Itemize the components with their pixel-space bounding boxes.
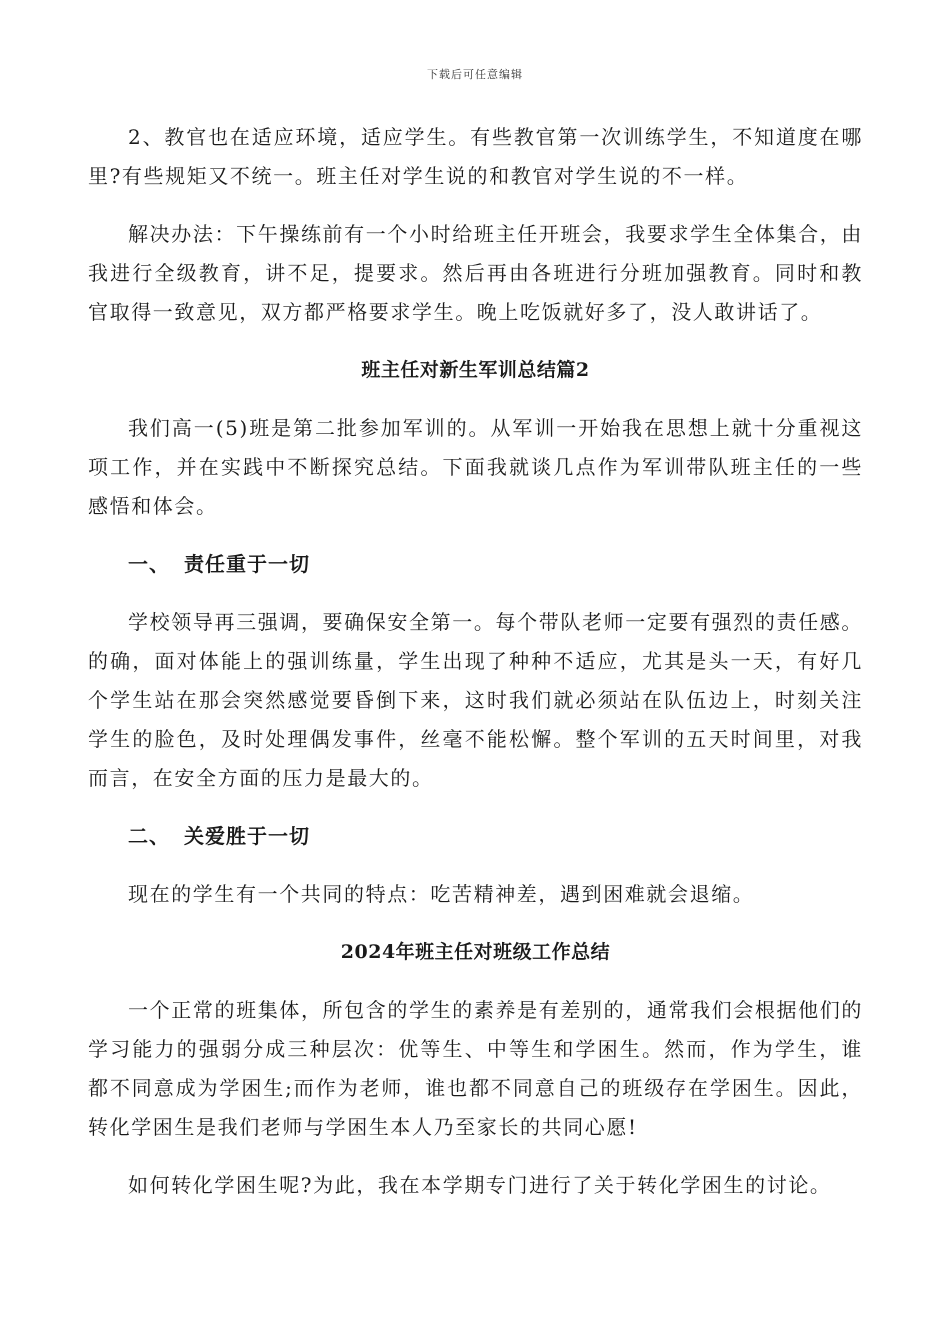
header-note: 下载后可任意编辑 — [427, 68, 523, 81]
section-title: 2024年班主任对班级工作总结 — [340, 941, 611, 963]
subsection-number: 一、 — [128, 552, 170, 576]
paragraph: 我们高一(5)班是第二批参加军训的。从军训一开始我在思想上就十分重视这项工作，并在实践中不断探究总结。下面我就谈几点作为军训带队班主任的一些感悟和体会。 — [88, 416, 863, 518]
paragraph: 一个正常的班集体，所包含的学生的素养是有差别的，通常我们会根据他们的学习能力的强弱分成三种层次：优等生、中等生和学困生。然而，作为学生，谁都不同意成为学困生;而作为老师，谁也都不同意自己的班级存在学困生。因此，转化学困生是我们老师与学困生本人乃至家长的共同心愿! — [88, 998, 863, 1139]
paragraph: 2、教官也在适应环境，适应学生。有些教官第一次训练学生，不知道度在哪里?有些规矩又不统一。班主任对学生说的和教官对学生说的不一样。 — [88, 125, 863, 188]
paragraph: 学校领导再三强调，要确保安全第一。每个带队老师一定要有强烈的责任感。的确，面对体能上的强训练量，学生出现了种种不适应，尤其是头一天，有好几个学生站在那会突然感觉要昏倒下来，这时我们就必须站在队伍边上，时刻关注学生的脸色，及时处理偶发事件，丝毫不能松懈。整个军训的五天时间里，对我而言，在安全方面的压力是最大的。 — [88, 610, 863, 790]
subsection-heading — [88, 817, 863, 856]
subsection-heading — [88, 545, 863, 584]
document-body — [88, 118, 863, 1224]
section-title: 班主任对新生军训总结篇2 — [361, 359, 590, 381]
subsection-title: 关爱胜于一切 — [184, 824, 310, 848]
subsection-title: 责任重于一切 — [184, 552, 310, 576]
subsection-number: 二、 — [128, 824, 170, 848]
paragraph: 如何转化学困生呢?为此，我在本学期专门进行了关于转化学困生的讨论。 — [128, 1173, 832, 1197]
paragraph: 现在的学生有一个共同的特点：吃苦精神差，遇到困难就会退缩。 — [128, 882, 755, 906]
paragraph: 解决办法：下午操练前有一个小时给班主任开班会，我要求学生全体集合，由我进行全级教育，讲不足，提要求。然后再由各班进行分班加强教育。同时和教官取得一致意见，双方都严格要求学生。晚上吃饭就好多了，没人敢讲话了。 — [88, 222, 863, 324]
